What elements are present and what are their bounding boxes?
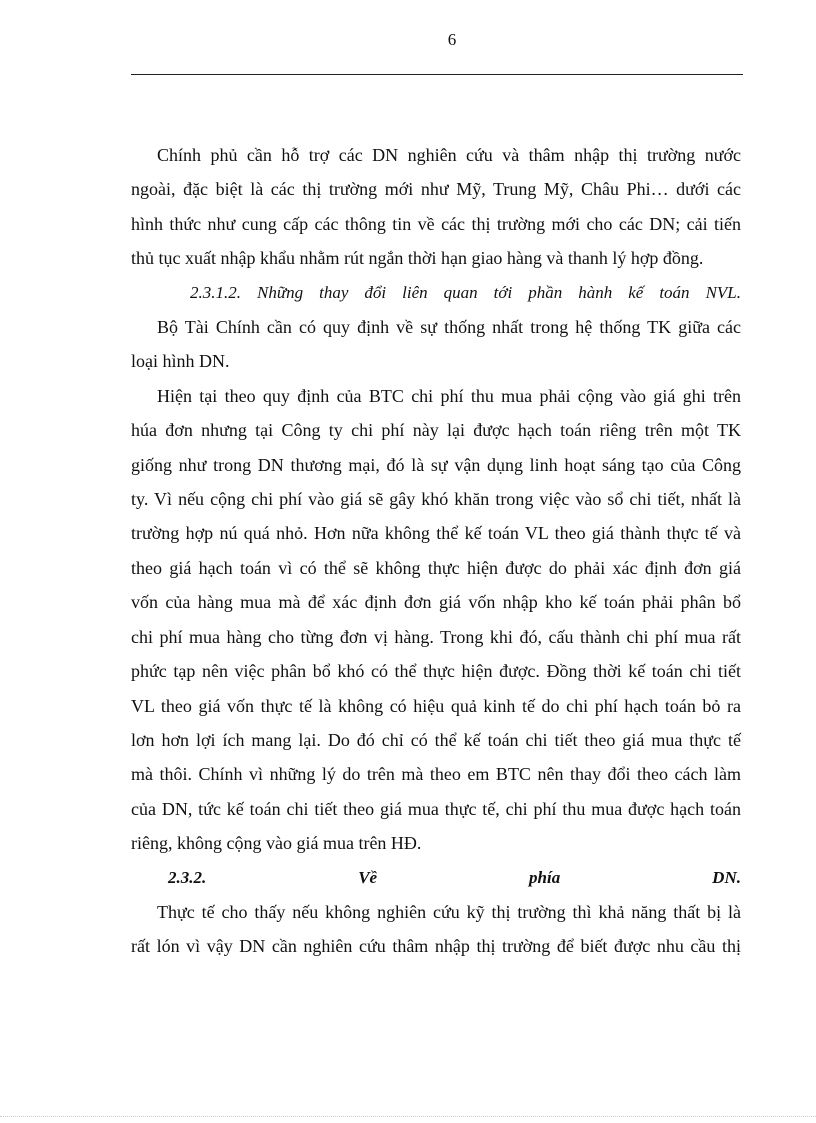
text-line: phức tạp nên việc phân bổ khó có thể thực hiện được. Đồng thời kế toán chi tiết: [131, 661, 741, 682]
text-line: thủ tục xuất nhập khẩu nhằm rút ngắn thời hạn giao hàng và thanh lý hợp đồng.: [131, 248, 704, 269]
text-line: Thực tế cho thấy nếu không nghiên cứu kỹ thị trường thì khả năng thất bị là: [157, 901, 741, 922]
text-line: ngoài, đặc biệt là các thị trường mới như Mỹ, Trung Mỹ, Châu Phi… dưới các: [131, 179, 741, 200]
paragraph-3: [131, 379, 741, 861]
text-line: giống như trong DN thương mại, đó là sự vận dụng linh hoạt sáng tạo của Công: [131, 454, 741, 475]
paragraph-4: [131, 895, 741, 964]
text-line: của DN, tức kế toán chi tiết theo giá mua thực tế, chi phí thu mua được hạch toán: [131, 798, 741, 819]
text-line: VL theo giá vốn thực tế là không có hiệu quả kinh tế do chi phí hạch toán bỏ ra: [131, 695, 741, 716]
text-line: theo giá hạch toán vì có thể sẽ không thực hiện được do phải xác định đơn giá: [131, 557, 741, 578]
section-heading-2-3-1-2: 2.3.1.2. Những thay đổi liên quan tới phần hành kế toán NVL.: [190, 282, 741, 302]
text-line: vốn của hàng mua mà để xác định đơn giá vốn nhập kho kế toán phải phân bổ: [131, 592, 741, 613]
paragraph-1: [131, 138, 741, 276]
text-line: riêng, không cộng vào giá mua trên HĐ.: [131, 833, 422, 854]
text-line: chi phí mua hàng cho từng đơn vị hàng. Trong khi đó, cấu thành chi phí mua rất: [131, 626, 741, 647]
text-line: Chính phủ cần hỗ trợ các DN nghiên cứu và thâm nhập thị trường nước: [157, 145, 741, 165]
text-line: mà thôi. Chính vì những lý do trên mà theo em BTC nên thay đổi theo cách làm: [131, 764, 741, 785]
text-line: ty. Vì nếu cộng chi phí vào giá sẽ gây khó khăn trong việc vào sổ chi tiết, nhất là: [131, 489, 741, 510]
text-line: trường hợp nú quá nhỏ. Hơn nữa không thể kế toán VL theo giá thành thực tế và: [131, 523, 741, 544]
page-bottom-border: [0, 1116, 816, 1117]
text-line: húa đơn nhưng tại Công ty chi phí này lại được hạch toán riêng trên một TK: [131, 420, 741, 441]
page-number: 6: [447, 30, 457, 49]
text-line: loại hình DN.: [131, 351, 230, 372]
text-line: Hiện tại theo quy định của BTC chi phí thu mua phải cộng vào giá ghi trên: [157, 385, 741, 406]
section-heading-2-3-2: 2.3.2. Về phía DN.: [168, 867, 741, 887]
text-line: lơn hơn lợi ích mang lại. Do đó chỉ có thể kế toán chi tiết theo giá mua thực tế: [131, 729, 741, 750]
text-line: rất lón vì vậy DN cần nghiên cứu thâm nhập thị trường để biết được nhu cầu thị: [131, 936, 741, 957]
paragraph-2: [131, 310, 741, 379]
text-line: Bộ Tài Chính cần có quy định về sự thống nhất trong hệ thống TK giữa các: [157, 317, 741, 338]
document-body: [131, 138, 741, 964]
header-rule: [131, 74, 743, 75]
text-line: hình thức như cung cấp các thông tin về các thị trường mới cho các DN; cải tiến: [131, 213, 741, 234]
